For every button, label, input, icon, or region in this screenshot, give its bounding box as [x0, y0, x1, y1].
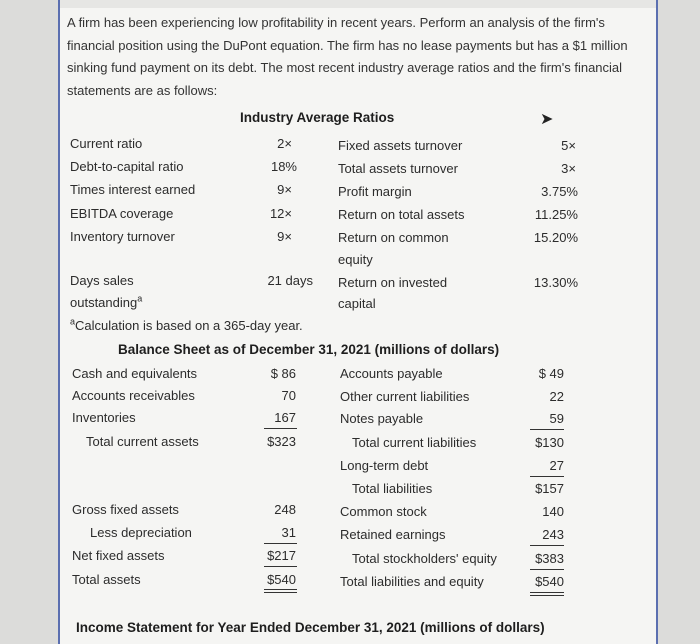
ratio-label: Current ratio: [70, 136, 143, 151]
underline: [264, 543, 297, 544]
bs-value: 243: [542, 527, 564, 542]
ratio-value: 18%: [270, 159, 297, 174]
bs-label: Total stockholders' equity: [352, 551, 497, 566]
bs-label: Total current assets: [86, 434, 199, 449]
bs-label: Net fixed assets: [72, 548, 165, 563]
ratio-label: Inventory turnover: [70, 229, 175, 244]
ratio-label: Fixed assets turnover: [338, 138, 463, 153]
bs-label: Accounts receivables: [72, 388, 195, 403]
ratio-value: 3.75%: [541, 184, 578, 199]
bs-value: 59: [549, 411, 564, 426]
footnote: $^a$Calculation is based on a 365-day year.: [70, 316, 303, 333]
page-top-strip: [58, 0, 658, 8]
ratio-label: Total assets turnover: [338, 161, 458, 176]
ratio-label: Return on common: [338, 230, 449, 245]
underline: [264, 428, 297, 429]
industry-ratios-title: Industry Average Ratios: [240, 110, 395, 125]
ratio-value: 21 days: [267, 273, 313, 288]
bs-value: $540: [535, 574, 564, 589]
ratio-label: Days sales: [70, 273, 134, 288]
ratio-value: 9×: [277, 229, 292, 244]
ratio-value: 15.20%: [533, 230, 578, 245]
bs-value: $540: [267, 572, 296, 587]
bs-label: Long-term debt: [340, 458, 429, 473]
ratio-label-cont: capital: [338, 296, 376, 311]
ratio-value: 3×: [561, 161, 576, 176]
underline: [530, 429, 564, 430]
right-margin-rule: [656, 0, 658, 644]
bs-label: Retained earnings: [340, 527, 446, 542]
ratio-label: EBITDA coverage: [70, 206, 174, 221]
bs-value: $ 49: [538, 366, 564, 381]
ratio-label: Times interest earned: [70, 182, 196, 197]
ratio-value: 2×: [277, 136, 292, 151]
bs-label: Total assets: [72, 572, 141, 587]
ratio-label-cont: equity: [338, 252, 373, 267]
bs-value: 22: [549, 389, 564, 404]
bs-label: Less depreciation: [90, 525, 192, 540]
ratio-value: 13.30%: [533, 275, 578, 290]
underline: [530, 569, 564, 570]
ratio-value: 12×: [269, 206, 292, 221]
double-underline: [264, 589, 297, 593]
bs-value: $157: [535, 481, 564, 496]
ratio-label-cont: outstanding$^a$: [70, 293, 143, 310]
bs-value: $383: [535, 551, 564, 566]
bs-label: Total liabilities: [352, 481, 433, 496]
bs-value: 167: [274, 410, 296, 425]
double-underline: [530, 592, 564, 596]
bs-value: 248: [274, 502, 296, 517]
bs-value: 70: [281, 388, 296, 403]
bs-value: $217: [267, 548, 296, 563]
problem-statement: A firm has been experiencing low profitability in recent years. Perform an analysis of the firm's financial position using the DuPont equation. The firm has no lease payments but has a $1 million sinking fund payment on its debt. The most recent industry average ratios and the firm's financial statements are as follows:: [67, 15, 628, 98]
underline: [264, 566, 297, 567]
ratio-label: Profit margin: [338, 184, 412, 199]
bs-label: Common stock: [340, 504, 427, 519]
ratio-label: Return on total assets: [338, 207, 465, 222]
bs-label: Inventories: [72, 410, 136, 425]
bs-label: Cash and equivalents: [72, 366, 198, 381]
income-statement-title: Income Statement for Year Ended December 31, 2021 (millions of dollars): [76, 620, 545, 635]
bs-label: Notes payable: [340, 411, 424, 426]
ratio-label: Debt-to-capital ratio: [70, 159, 184, 174]
bs-label: Gross fixed assets: [72, 502, 179, 517]
bs-label: Total liabilities and equity: [340, 574, 484, 589]
ratio-value: 5×: [561, 138, 576, 153]
bs-label: Other current liabilities: [340, 389, 470, 404]
ratio-value: 11.25%: [534, 207, 578, 222]
bs-value: $323: [267, 434, 296, 449]
left-margin-rule: [58, 0, 60, 644]
bs-value: $130: [535, 435, 564, 450]
bs-value: 27: [549, 458, 564, 473]
balance-sheet-title: Balance Sheet as of December 31, 2021 (millions of dollars): [118, 342, 500, 357]
underline: [530, 545, 564, 546]
underline: [530, 476, 564, 477]
ratio-label: Return on invested: [338, 275, 448, 290]
bs-value: $ 86: [270, 366, 296, 381]
bs-value: 31: [281, 525, 296, 540]
bs-label: Accounts payable: [340, 366, 443, 381]
ratio-value: 9×: [277, 182, 292, 197]
bs-label: Total current liabilities: [352, 435, 477, 450]
bs-value: 140: [542, 504, 564, 519]
mouse-cursor-icon: ➤: [540, 111, 554, 128]
